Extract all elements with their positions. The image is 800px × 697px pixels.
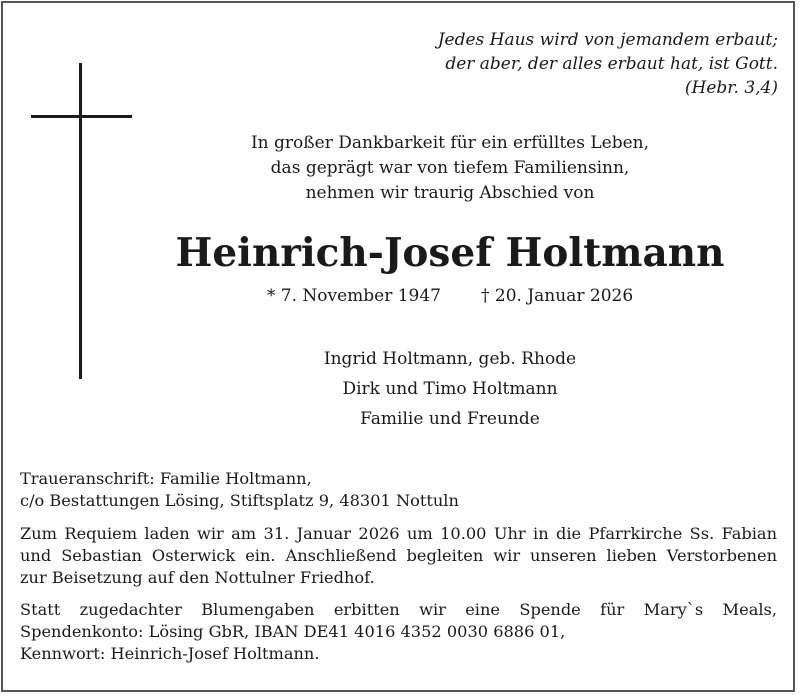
bible-verse bbox=[438, 28, 778, 100]
deceased-name: Heinrich-Josef Holtmann bbox=[175, 230, 725, 276]
mourner-line-1: Ingrid Holtmann, geb. Rhode bbox=[323, 349, 577, 369]
requiem-line-3: zur Beisetzung auf den Nottulner Friedhof. bbox=[20, 568, 375, 587]
address-line-1: Traueranschrift: Familie Holtmann, bbox=[20, 469, 312, 488]
verse-reference: (Hebr. 3,4) bbox=[684, 78, 778, 98]
intro-line-1: In großer Dankbarkeit für ein erfülltes Leben, bbox=[250, 133, 650, 153]
address-line-2: c/o Bestattungen Lösing, Stiftsplatz 9, 48301 Nottuln bbox=[20, 491, 459, 510]
requiem-line-1: Zum Requiem laden wir am 31. Januar 2026 um 10.00 Uhr in die Pfarrkirche Ss. Fabian bbox=[20, 524, 777, 543]
intro-line-2: das geprägt war von tiefem Familiensinn, bbox=[270, 158, 630, 178]
verse-line-2: der aber, der alles erbaut hat, ist Gott. bbox=[445, 54, 778, 74]
birth-date: * 7. November 1947 bbox=[266, 286, 442, 306]
donation-line-3: Kennwort: Heinrich-Josef Holtmann. bbox=[20, 644, 320, 663]
donation-line-2: Spendenkonto: Lösing GbR, IBAN DE41 4016 4352 0030 6886 01, bbox=[20, 622, 566, 641]
intro-line-3: nehmen wir traurig Abschied von bbox=[305, 183, 595, 203]
mourner-line-3: Familie und Freunde bbox=[360, 409, 540, 429]
mourners-list bbox=[160, 344, 740, 434]
donation-notice bbox=[20, 599, 777, 665]
cross-horizontal-bar bbox=[31, 115, 132, 118]
verse-line-1: Jedes Haus wird von jemandem erbaut; bbox=[437, 30, 778, 50]
life-dates bbox=[160, 284, 740, 308]
intro-text bbox=[160, 131, 740, 206]
cross-vertical-bar bbox=[79, 63, 82, 379]
mourner-line-2: Dirk und Timo Holtmann bbox=[342, 379, 558, 399]
death-date: † 20. Januar 2026 bbox=[481, 286, 634, 306]
mourning-address bbox=[20, 468, 777, 512]
donation-line-1: Statt zugedachter Blumengaben erbitten wir eine Spende für Mary`s Meals, bbox=[20, 600, 777, 619]
requiem-line-2: und Sebastian Osterwick ein. Anschließend begleiten wir unseren lieben Verstorbenen bbox=[20, 546, 777, 565]
requiem-notice bbox=[20, 523, 777, 589]
